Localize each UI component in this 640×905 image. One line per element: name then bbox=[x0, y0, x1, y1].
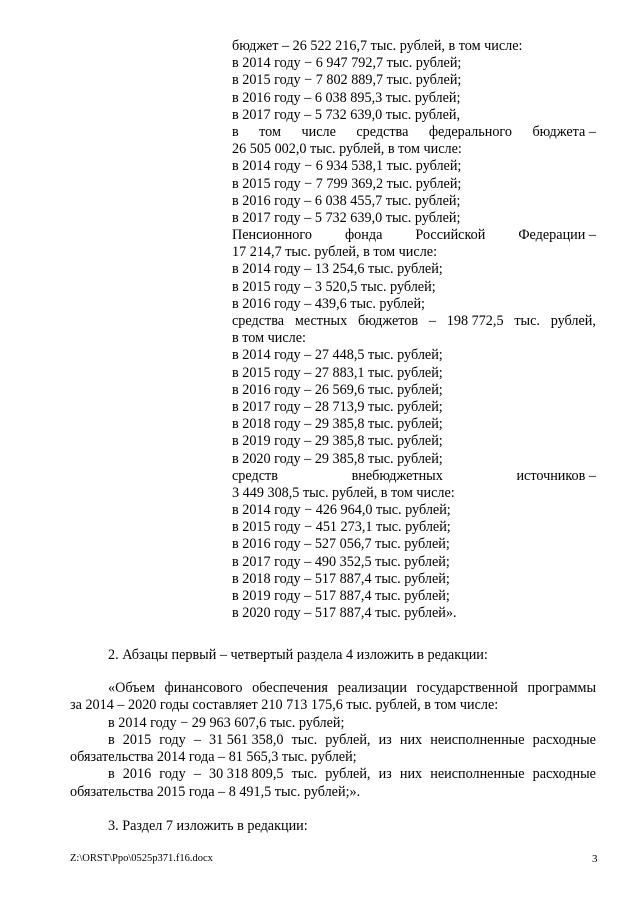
word: бюджетов bbox=[358, 313, 419, 329]
text-line: в 2016 году – 6 038 895,3 тыс. рублей; bbox=[232, 89, 461, 106]
word: тыс. bbox=[291, 731, 318, 748]
text-line: 26 505 002,0 тыс. рублей, в том числе: bbox=[232, 141, 462, 158]
word: реализации bbox=[337, 680, 407, 696]
word: средства bbox=[232, 313, 285, 329]
text-line: в 2020 году – 517 887,4 тыс. рублей». bbox=[232, 605, 457, 622]
word: Федерации – bbox=[518, 227, 596, 244]
word: рублей, bbox=[550, 313, 596, 329]
text-line: в 2015 году − 7 799 369,2 тыс. рублей; bbox=[232, 175, 462, 192]
word: 30 318 809,5 bbox=[209, 766, 284, 783]
word: тыс. bbox=[514, 313, 540, 329]
text-line: в 2014 году − 29 963 607,6 тыс. рублей; bbox=[108, 714, 345, 731]
word: финансового bbox=[164, 680, 243, 696]
word: Российской bbox=[415, 227, 486, 244]
text-line: в 2016 году – 6 038 455,7 тыс. рублей; bbox=[232, 192, 461, 209]
word: средства bbox=[356, 123, 409, 140]
text-line: в 2014 году – 13 254,6 тыс. рублей; bbox=[232, 261, 443, 278]
word: программы bbox=[527, 680, 596, 696]
word: государственной bbox=[416, 680, 518, 696]
word: из bbox=[378, 731, 392, 748]
word: рублей, bbox=[325, 731, 371, 748]
text-line: 17 214,7 тыс. рублей, в том числе: bbox=[232, 244, 438, 261]
text-line: в 2015 году − 7 802 889,7 тыс. рублей; bbox=[232, 72, 462, 89]
text-line: в 2017 году – 5 732 639,0 тыс. рублей; bbox=[232, 209, 461, 226]
footer-file-path: Z:\ORST\Ppo\0525p371.f16.docx bbox=[70, 853, 213, 864]
paragraph-3: 3. Раздел 7 изложить в редакции: bbox=[108, 818, 308, 834]
word: из bbox=[378, 766, 392, 783]
text-line: 3 449 308,5 тыс. рублей, в том числе: bbox=[232, 484, 455, 501]
text-line: в 2014 году − 426 964,0 тыс. рублей; bbox=[232, 502, 451, 519]
word: федерального bbox=[428, 123, 512, 140]
text-line: в 2017 году – 28 713,9 тыс. рублей; bbox=[232, 398, 443, 415]
word: тыс. bbox=[291, 766, 318, 783]
word: них bbox=[399, 766, 423, 783]
text-line: в 2014 году − 6 947 792,7 тыс. рублей; bbox=[232, 55, 462, 72]
text-line: в 2017 году – 5 732 639,0 тыс. рублей, bbox=[232, 106, 461, 123]
word: в bbox=[108, 731, 115, 748]
word: – bbox=[193, 766, 201, 783]
text-line: за 2014 – 2020 годы составляет 210 713 175,6 тыс. рублей, в том числе: bbox=[70, 697, 499, 714]
word: них bbox=[399, 731, 423, 748]
word: числе bbox=[301, 123, 336, 140]
text-line: в 2016 году – 439,6 тыс. рублей; bbox=[232, 295, 425, 312]
justified-line bbox=[70, 732, 596, 749]
text-line: в 2018 году – 517 887,4 тыс. рублей; bbox=[232, 570, 450, 587]
word: неисполненные bbox=[430, 731, 525, 748]
word: году bbox=[159, 766, 186, 783]
text-line: бюджет – 26 522 216,7 тыс. рублей, в том числе: bbox=[232, 38, 523, 54]
text-line: обязательства 2014 года – 81 565,3 тыс. рублей; bbox=[70, 749, 357, 766]
text-line: в 2018 году – 29 385,8 тыс. рублей; bbox=[232, 416, 443, 433]
text-line: в 2017 году – 490 352,5 тыс. рублей; bbox=[232, 553, 450, 570]
justified-line bbox=[70, 766, 596, 783]
justified-line bbox=[70, 680, 596, 697]
word: средств bbox=[232, 467, 278, 484]
word: 31 561 358,0 bbox=[209, 731, 284, 748]
text-line: в 2019 году – 517 887,4 тыс. рублей; bbox=[232, 588, 450, 604]
text-line: в 2015 году − 451 273,1 тыс. рублей; bbox=[232, 519, 451, 536]
text-line: в 2020 году – 29 385,8 тыс. рублей; bbox=[232, 450, 443, 467]
text-line: в 2015 году – 3 520,5 тыс. рублей; bbox=[232, 278, 436, 295]
text-line: обязательства 2015 года – 8 491,5 тыс. рублей;». bbox=[70, 783, 361, 800]
word: в bbox=[232, 123, 239, 140]
word: 198 772,5 bbox=[446, 313, 504, 329]
word: 2016 bbox=[122, 766, 152, 783]
word: в bbox=[108, 766, 115, 783]
text-line: в 2014 году – 27 448,5 тыс. рублей; bbox=[232, 347, 443, 364]
text-line: в 2016 году – 26 569,6 тыс. рублей; bbox=[232, 381, 443, 398]
justified-line bbox=[232, 313, 596, 330]
text-line: в том числе: bbox=[232, 330, 306, 347]
word: 2015 bbox=[122, 731, 152, 748]
word: обеспечения bbox=[252, 680, 328, 696]
page-number: 3 bbox=[592, 853, 598, 865]
word: Пенсионного bbox=[232, 227, 312, 244]
budget-breakdown-block bbox=[232, 38, 596, 622]
word: источников – bbox=[516, 467, 596, 484]
word: году bbox=[159, 731, 186, 748]
word: местных bbox=[294, 313, 348, 329]
word: бюджета – bbox=[532, 123, 596, 140]
word: внебюджетных bbox=[351, 467, 443, 484]
word: «Объем bbox=[108, 680, 155, 696]
word: расходные bbox=[532, 731, 596, 748]
word: рублей, bbox=[325, 766, 371, 783]
text-line: в 2016 году – 527 056,7 тыс. рублей; bbox=[232, 536, 450, 553]
text-line: в 2015 году – 27 883,1 тыс. рублей; bbox=[232, 364, 443, 381]
justified-line bbox=[232, 124, 596, 141]
word: – bbox=[428, 313, 436, 329]
word: расходные bbox=[532, 766, 596, 783]
word: – bbox=[193, 731, 201, 748]
justified-line bbox=[232, 468, 596, 485]
text-line: в 2014 году − 6 934 538,1 тыс. рублей; bbox=[232, 158, 462, 175]
paragraph-2: 2. Абзацы первый – четвертый раздела 4 изложить в редакции: bbox=[108, 647, 488, 663]
justified-line bbox=[232, 227, 596, 244]
quoted-amendment bbox=[70, 680, 596, 801]
text-line: в 2019 году – 29 385,8 тыс. рублей; bbox=[232, 433, 443, 450]
word: фонда bbox=[344, 227, 383, 244]
word: неисполненные bbox=[430, 766, 525, 783]
word: том bbox=[259, 123, 281, 140]
